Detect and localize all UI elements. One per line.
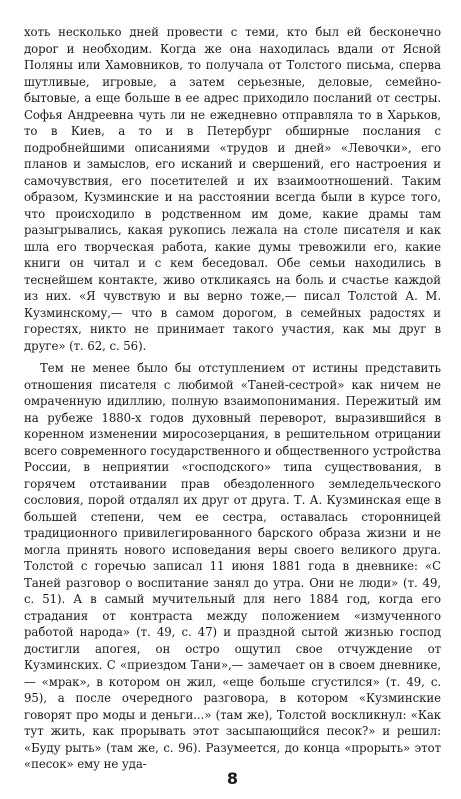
paragraph-1: хоть несколько дней провести с теми, кто был ей бесконечно дорог и необходим. Когда же она находилась вдали от Ясной Поляны или Хамовников, то получала от Толстого письма, сперва шутливые, игровые, а затем серьезные, деловые, семейно-бытовые, а еще больше в ее адрес приходило посланий от сестры. Софья Андреевна чуть ли не ежедневно отправляла то в Харьков, то в Киев, а то и в Петербург обширные послания с подробнейшими описаниями «трудов и дней» «Левочки», его планов и замыслов, его исканий и свершений, его настроения и самочувствия, его посетителей и их взаимоотношений. Таким образом, Кузминские и на расстоянии всегда были в курсе того, что происходило в родственном им доме, какие драмы там разыгрывались, какая рукопись лежала на столе писателя и как шла его творческая работа, какие думы тревожили его, какие книги он читал и с кем беседовал. Обе семьи находились в теснейшем контакте, живо откликаясь на боль и счастье каждой из них. «Я чувствую и вы верно тоже,— писал Толстой А. М. Кузминскому,— что в самом дорогом, в семейных радостях и горестях, никто не принимает такого участия, как мы друг в друге» (т. 62, с. 56).	[24, 25, 441, 353]
paragraph-2: Тем не менее было бы отступлением от истины представить отношения писателя с любимой «Таней-сестрой» как ничем не омраченную идиллию, полную взаимопонимания. Пережитый им на рубеже 1880-х годов духовный переворот, выразившийся в коренном изменении миросозерцания, в решительном отрицании всего современного государственного и общественного устройства России, в неприятии «господского» типа существования, в горячем отстаивании прав обездоленного земледельческого сословия, порой отдалял их друг от друга. Т. А. Кузминская еще в большей степени, чем ее сестра, оставалась сторонницей традиционного привилегированного барского образа жизни и не могла принять нового исповедания веры своего великого друга. Толстой с горечью записал 11 июня 1881 года в дневнике: «С Таней разговор о воспитание занял до утра. Они не люди» (т. 49, с. 51). А в самый мучительный для него 1884 год, когда его страдания от контраста между положением «измученного работой народа» (т. 49, с. 47) и праздной сытой жизнью господ достигли апогея, он остро ощутил свое отчуждение от Кузминских. С «приездом Тани»,— замечает он в своем дневнике,— «мрак», в котором он жил, «еще больше сгустился» (т. 49, с. 95), а после очередного разговора, в котором «Кузминские говорят про моды и деньги...» (там же), Толстой воскликнул: «Как тут жить, как прорывать этот засыпающийся песок?» и решил: «Буду рыть» (там же, с. 96). Разумеется, до конца «прорыть» этот «песок» ему не уда-	[24, 361, 441, 771]
page-number: 8	[226, 769, 239, 788]
document-page	[24, 24, 441, 788]
